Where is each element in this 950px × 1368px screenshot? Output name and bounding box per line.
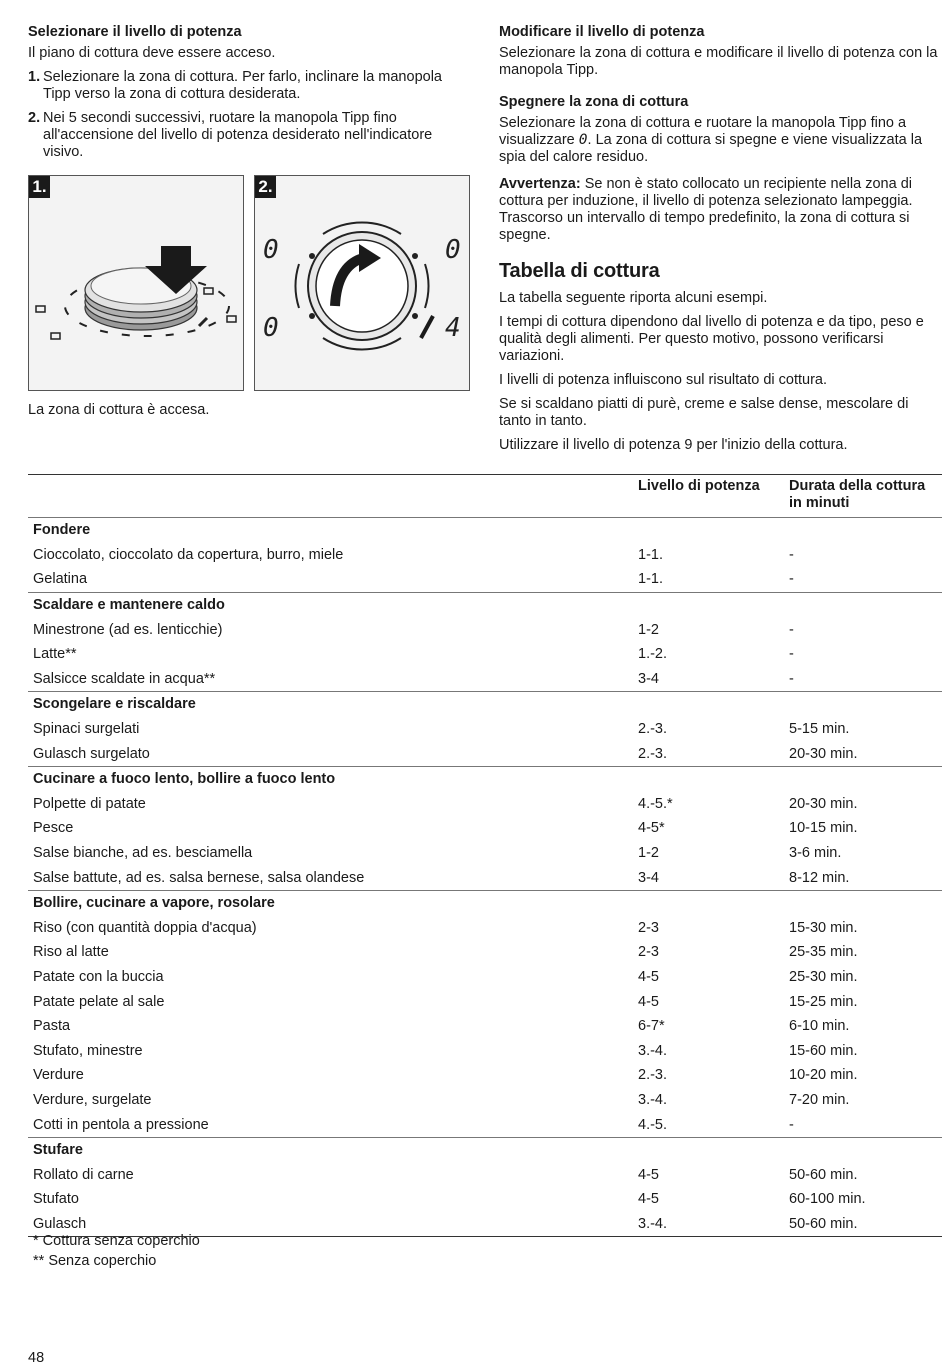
display-bottom-right: 4 [445,313,461,343]
switch-off-heading: Spegnere la zona di cottura [499,94,689,110]
table-row [28,1187,942,1212]
cooking-table [28,474,942,1237]
table-row [28,1112,942,1137]
duration-cell: - [789,546,794,563]
table-intro-paragraph: Utilizzare il livello di potenza 9 per l'inizio della cottura. [499,437,848,453]
food-cell: Patate con la buccia [33,968,164,985]
power-level-cell: 2.-3. [638,721,668,738]
table-row [28,543,942,568]
group-title: Stufare [28,1137,942,1162]
header-food [28,475,633,518]
food-cell: Gulasch [28,1212,633,1237]
table-intro-paragraph: La tabella seguente riporta alcuni esempi. [499,290,768,306]
steps-list [28,69,473,161]
figures [28,175,473,391]
warning-body: Se non è stato collocato un recipiente nella zona di cottura per induzione, il livello di potenza selezionato lampeggia. Trascorso un intervallo di tempo predefinito, la zona di cottura si spegne. [499,176,913,243]
page-number: 48 [28,1350,45,1366]
table-row [28,717,942,742]
power-level-cell: 3.-4. [638,1042,668,1059]
select-level-heading: Selezionare il livello di potenza [28,24,242,40]
table-group-row [28,766,942,791]
power-level-cell: 4-5 [638,993,659,1010]
power-level-cell: 2-3 [638,944,659,961]
table-group-row [28,1137,942,1162]
duration-cell: 50-60 min. [789,1166,858,1183]
left-column [28,24,473,426]
group-title: Bollire, cucinare a vapore, rosolare [28,890,942,915]
table-intro-paragraph: I tempi di cottura dipendono dal livello di potenza e da tipo, peso e qualità degli alimenti. Per questo motivo, possono verificarsi variazioni. [499,314,924,364]
food-cell: Patate pelate al sale [33,993,165,1010]
duration-cell: 60-100 min. [789,1191,866,1208]
table-body [28,518,942,1237]
food-cell: Latte** [33,646,77,663]
food-cell: Riso (con quantità doppia d'acqua) [33,919,257,936]
table-group-row [28,692,942,717]
step-item [28,110,473,161]
table-group-row [28,592,942,617]
select-level-intro: Il piano di cottura deve essere acceso. [28,45,276,61]
step-text: Nei 5 secondi successivi, ruotare la manopola Tipp fino all'accensione del livello di potenza desiderato nell'indicatore visivo. [43,110,433,160]
power-level-cell: 1-1. [638,571,663,588]
duration-cell: 15-60 min. [789,1042,858,1059]
table-row [28,865,942,890]
food-cell: Rollato di carne [33,1166,134,1183]
display-top-right: 0 [445,235,461,265]
footnote: * Cottura senza coperchio [33,1233,200,1249]
power-level-cell: 3.-4. [633,1212,784,1237]
header-duration: Durata della cottura in minuti [784,475,942,518]
table-row [28,1063,942,1088]
food-cell: Stufato, minestre [33,1042,143,1059]
power-level-cell: 4.-5.* [638,795,673,812]
table-header-row [28,475,942,518]
figure-caption: La zona di cottura è accesa. [28,402,210,418]
power-level-cell: 1.-2. [638,646,668,663]
display-top-left: 0 [263,235,279,265]
table-row [28,841,942,866]
table-row [28,1088,942,1113]
food-cell: Polpette di patate [33,795,146,812]
figure-2-badge: 2. [255,176,276,198]
step-number: 2. [28,110,41,126]
table-row [28,816,942,841]
table-row [28,965,942,990]
power-level-cell: 6-7* [638,1018,665,1035]
right-column [499,24,939,461]
tilt-knob-illustration [29,176,243,390]
duration-cell: 10-15 min. [789,820,858,837]
table-row [28,567,942,592]
food-cell: Salsicce scaldate in acqua** [33,670,216,687]
power-level-cell: 4-5 [638,1191,659,1208]
switch-off-text [499,115,939,166]
display-bottom-left: 0 [263,313,279,343]
food-cell: Verdure, surgelate [33,1091,152,1108]
food-cell: Salse battute, ad es. salsa bernese, salsa olandese [33,869,365,886]
table-row [28,642,942,667]
duration-cell: 8-12 min. [789,869,850,886]
modify-level-heading: Modificare il livello di potenza [499,24,705,40]
table-intro-paragraph: I livelli di potenza influiscono sul risultato di cottura. [499,372,828,388]
food-cell: Cioccolato, cioccolato da copertura, burro, miele [33,546,344,563]
power-level-cell: 2.-3. [638,1067,668,1084]
table-intro-paragraph: Se si scaldano piatti di purè, creme e salse dense, mescolare di tanto in tanto. [499,396,909,429]
table-row [28,1162,942,1187]
duration-cell: - [789,571,794,588]
header-power-level: Livello di potenza [633,475,784,518]
rotate-knob-illustration [255,176,469,390]
table-group-row [28,890,942,915]
power-level-cell: 1-1. [638,546,663,563]
food-cell: Riso al latte [33,944,109,961]
cooking-table-heading: Tabella di cottura [499,260,660,282]
duration-cell: 7-20 min. [789,1091,850,1108]
step-number: 1. [28,69,41,85]
modify-level-text: Selezionare la zona di cottura e modificare il livello di potenza con la manopola Tipp. [499,45,938,78]
footnotes [33,1233,200,1273]
power-level-cell: 4.-5. [638,1116,668,1133]
table-row [28,916,942,941]
power-level-cell: 2.-3. [638,745,668,762]
power-level-cell: 4-5 [638,1166,659,1183]
switch-off-text-after: . La zona di cottura si spegne e viene visualizzata la spia del calore residuo. [499,132,923,165]
power-level-cell: 3-4 [638,869,659,886]
power-level-cell: 4-5 [638,968,659,985]
power-level-cell: 4-5* [638,820,665,837]
food-cell: Pesce [33,820,74,837]
switch-off-text-before: Selezionare la zona di cottura e ruotare la manopola Tipp fino a visualizzare [499,115,907,148]
duration-cell: 20-30 min. [789,745,858,762]
group-title: Scaldare e mantenere caldo [28,592,942,617]
duration-cell: 15-30 min. [789,919,858,936]
table-row [28,667,942,692]
food-cell: Spinaci surgelati [33,721,140,738]
warning-text [499,176,939,244]
table-row [28,792,942,817]
food-cell: Salse bianche, ad es. besciamella [33,845,253,862]
group-title: Fondere [33,522,91,539]
duration-cell: - [789,646,794,663]
warning-label: Avvertenza: [499,176,581,192]
cooking-table-wrapper [28,474,942,1237]
table-row [28,741,942,766]
figure-1-badge: 1. [29,176,50,198]
figure-rotate-knob [254,175,470,391]
table-group-row [28,518,942,543]
table-row [28,1014,942,1039]
food-cell: Verdure [33,1067,84,1084]
footnote: ** Senza coperchio [33,1253,157,1269]
food-cell: Cotti in pentola a pressione [33,1116,209,1133]
power-level-cell: 1-2 [638,621,659,638]
food-cell: Minestrone (ad es. lenticchie) [33,621,223,638]
duration-cell: - [789,670,794,687]
table-row [28,1038,942,1063]
duration-cell: 15-25 min. [789,993,858,1010]
power-level-cell: 3.-4. [638,1091,668,1108]
group-title: Cucinare a fuoco lento, bollire a fuoco lento [28,766,942,791]
duration-cell: - [789,1116,794,1133]
duration-cell: 25-30 min. [789,968,858,985]
power-level-cell: 3-4 [638,670,659,687]
duration-cell: 10-20 min. [789,1067,858,1084]
table-row [28,940,942,965]
food-cell: Pasta [33,1018,71,1035]
zero-display-symbol: 0 [578,132,588,148]
power-level-cell: 2-3 [638,919,659,936]
power-level-cell: 1-2 [638,845,659,862]
duration-cell: 50-60 min. [784,1212,942,1237]
table-row [28,617,942,642]
duration-cell: 5-15 min. [789,721,850,738]
duration-cell: - [789,621,794,638]
food-cell: Stufato [33,1191,79,1208]
table-row [28,989,942,1014]
duration-cell: 20-30 min. [789,795,858,812]
duration-cell: 25-35 min. [789,944,858,961]
figure-tilt-knob [28,175,244,391]
step-text: Selezionare la zona di cottura. Per farlo, inclinare la manopola Tipp verso la zona di cottura desiderata. [43,69,442,102]
group-title: Scongelare e riscaldare [28,692,942,717]
step-item [28,69,473,103]
food-cell: Gelatina [33,571,88,588]
duration-cell: 6-10 min. [789,1018,850,1035]
food-cell: Gulasch surgelato [33,745,150,762]
duration-cell: 3-6 min. [789,845,842,862]
